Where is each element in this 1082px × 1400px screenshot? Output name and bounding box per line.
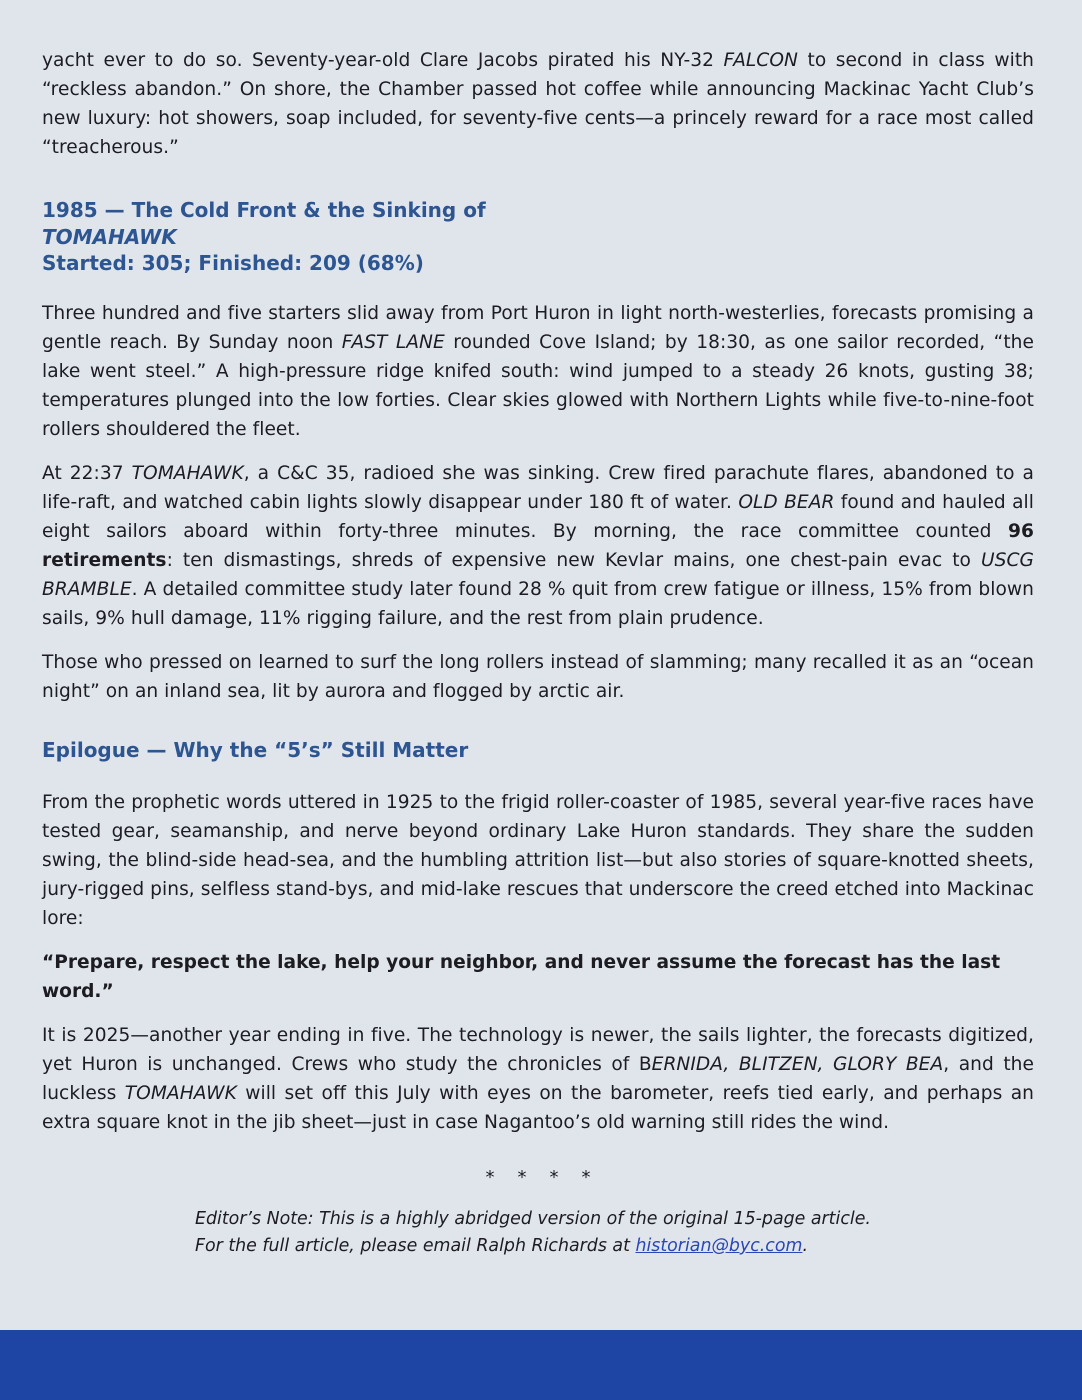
epilogue-heading: Epilogue — Why the “5’s” Still Matter <box>42 737 469 762</box>
editor-note-line-1: Editor’s Note: This is a highly abridged version of the original 15-page article. <box>195 1209 871 1229</box>
section-1985-paragraph-1 <box>42 299 1034 444</box>
epilogue-quote: “Prepare, respect the lake, help your neighbor, and never assume the forecast has the last word.” <box>42 952 1001 1002</box>
boat-name-uscg-bramble: USCG BRAMBLE <box>42 549 1034 600</box>
retirements-count: 96 retirements <box>42 520 1034 571</box>
epilogue-p3-text-c: will set off this July with eyes on the barometer, reefs tied early, and perhaps an extra square knot in the jib sheet—just in case Nagantoo’s old warning still rides the wind. <box>42 1083 1034 1133</box>
boat-name-old-bear: OLD BEAR <box>738 491 835 513</box>
epilogue-p3-text-b: , and the luckless <box>42 1054 1034 1104</box>
s1985-p2-text-a: At 22:37 <box>42 462 132 484</box>
epilogue-paragraph-1: From the prophetic words uttered in 1925 to the frigid roller-coaster of 1985, several year-five races have tested gear, seamanship, and nerve beyond ordinary Lake Huron standards. They share the sudden swing, the blind-side head-sea, and the humbling attrition list—but also stories of square-knotted sheets, jury-rigged pins, selfless stand-bys, and mid-lake rescues that underscore the creed etched into Mackinac lore: <box>42 792 1034 929</box>
s1985-p2-text-c: found and hauled all eight sailors aboard within forty-three minutes. By morning, the race committee counted <box>42 491 1034 542</box>
intro-text-a: yacht ever to do so. Seventy-year-old Clare Jacobs pirated his NY-32 <box>42 50 724 71</box>
editor-note-line-2 <box>195 1233 1034 1260</box>
epilogue-paragraph-3 <box>42 1021 1034 1137</box>
epilogue-p3-text-a: It is 2025—another year ending in five. The technology is newer, the sails lighter, the forecasts digitized, yet Huron is unchanged. Crews who study the chronicles of B <box>42 1025 1034 1075</box>
s1985-p1-text-b: rounded Cove Island; by 18:30, as one sailor recorded, “the lake went steel.” A high-pressure ridge knifed south: wind jumped to a steady 26 knots, gusting 38; temperatures plunged into the low forties. Clear skies glowed with Northern Lights while five-to-nine-foot rollers shouldered the fleet. <box>42 331 1034 440</box>
s1985-p2-text-d: : ten dismastings, shreds of expensive new Kevlar mains, one chest-pain evac to <box>166 549 981 571</box>
section-1985-paragraph-2 <box>42 459 1034 633</box>
boat-names-list: ERNIDA, BLITZEN, GLORY BEA <box>651 1054 944 1075</box>
s1985-p1-text-a: Three hundred and five starters slid away from Port Huron in light north-westerlies, forecasts promising a gentle reach. By Sunday noon <box>42 302 1034 353</box>
separator-star-4: * <box>581 1167 591 1188</box>
editor-note-suffix: . <box>802 1236 808 1256</box>
editor-note <box>195 1206 1034 1260</box>
boat-name-fast-lane: FAST LANE <box>341 331 445 353</box>
boat-name-tomahawk-2: TOMAHAWK <box>124 1083 237 1104</box>
intro-paragraph <box>42 46 1034 162</box>
section-separator <box>42 1167 1034 1188</box>
section-1985-stats: Started: 305; Finished: 209 (68%) <box>42 251 424 275</box>
s1985-p2-text-b: , a C&C 35, radioed she was sinking. Crew fired parachute flares, abandoned to a life-raft, and watched cabin lights slowly disappear under 180 ft of water. <box>42 462 1034 513</box>
section-1985-title: 1985 — The Cold Front & the Sinking of <box>42 198 486 222</box>
editor-note-prefix: For the full article, please email Ralph Richards at <box>195 1236 636 1256</box>
boat-name-falcon: FALCON <box>723 50 798 71</box>
s1985-p2-text-e: . A detailed committee study later found 28 % quit from crew fatigue or illness, 15% from blown sails, 9% hull damage, 11% rigging failure, and the rest from plain prudence. <box>42 578 1034 629</box>
boat-name-tomahawk: TOMAHAWK <box>131 462 244 484</box>
separator-star-1: * <box>485 1167 495 1188</box>
separator-star-2: * <box>517 1167 527 1188</box>
section-1985-paragraph-3: Those who pressed on learned to surf the long rollers instead of slamming; many recalled it as an “ocean night” on an inland sea, lit by aurora and flogged by arctic air. <box>42 651 1034 702</box>
section-1985-heading <box>42 197 1034 277</box>
footer-bar <box>0 1330 1082 1400</box>
article-body <box>42 46 1034 1260</box>
separator-star-3: * <box>549 1167 559 1188</box>
section-1985-boat: TOMAHAWK <box>42 224 177 249</box>
intro-text-b: to second in class with “reckless abandon.” On shore, the Chamber passed hot coffee while announcing Mackinac Yacht Club’s new luxury: hot showers, soap included, for seventy-five cents—a princely reward for a race most called “treacherous.” <box>42 50 1034 158</box>
email-link[interactable]: historian@byc.com <box>635 1236 803 1256</box>
